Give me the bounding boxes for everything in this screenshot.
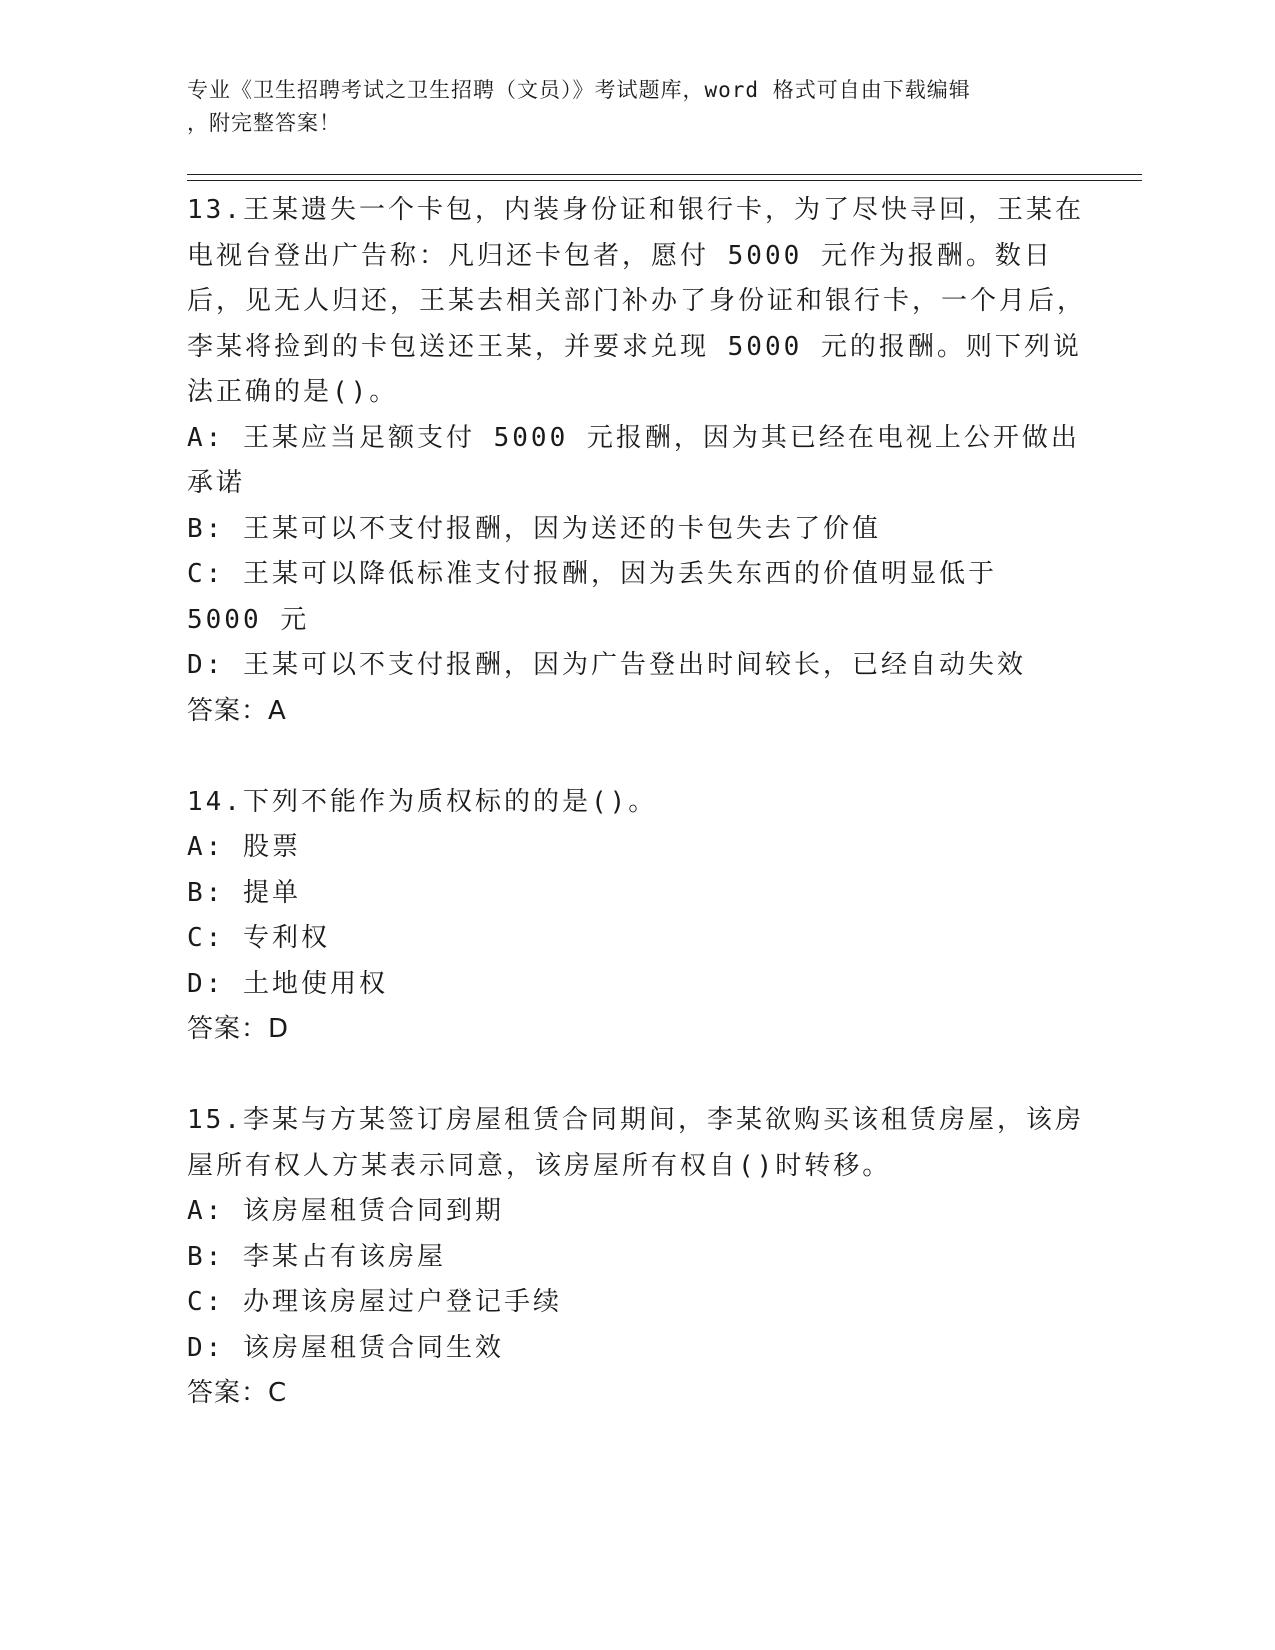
- option-d: D: 该房屋租赁合同生效: [187, 1332, 504, 1363]
- question-stem: 13.王某遗失一个卡包，内装身份证和银行卡，为了尽快寻回，王某在电视台登出广告称：凡归还卡包者，愿付 5000 元作为报酬。数日后，见无人归还，王某去相关部门补办了身份证和银行卡，一个月后，李某将捡到的卡包送还王某，并要求兑现 5000 元的报酬。则下列说法正确的是()。: [187, 195, 1087, 407]
- question-14: [187, 780, 1087, 1053]
- option-c: C: 王某可以降低标准支付报酬，因为丢失东西的价值明显低于 5000 元: [187, 559, 997, 635]
- answer-line: 答案：D: [187, 1014, 290, 1044]
- option-d: D: 土地使用权: [187, 968, 388, 999]
- header-divider-top: [187, 174, 1142, 175]
- option-b: B: 王某可以不支付报酬，因为送还的卡包失去了价值: [187, 513, 881, 544]
- option-b: B: 提单: [187, 877, 301, 908]
- question-stem: 15.李某与方某签订房屋租赁合同期间，李某欲购买该租赁房屋，该房屋所有权人方某表示同意，该房屋所有权自()时转移。: [187, 1105, 1084, 1181]
- answer-line: 答案：A: [187, 695, 287, 726]
- question-15: [187, 1098, 1087, 1417]
- option-c: C: 办理该房屋过户登记手续: [187, 1287, 562, 1317]
- question-13: [187, 188, 1087, 734]
- header-divider-bottom: [187, 180, 1142, 181]
- document-header: [187, 74, 1087, 140]
- option-b: B: 李某占有该房屋: [187, 1241, 446, 1272]
- option-a: A: 股票: [187, 832, 301, 862]
- option-c: C: 专利权: [187, 923, 330, 953]
- answer-line: 答案：C: [187, 1378, 288, 1408]
- question-list: [187, 188, 1087, 1462]
- option-d: D: 王某可以不支付报酬，因为广告登出时间较长，已经自动失效: [187, 650, 1026, 680]
- header-line-1: 专业《卫生招聘考试之卫生招聘（文员）》考试题库，word 格式可自由下载编辑: [187, 78, 971, 102]
- header-line-2: ，附完整答案！: [187, 111, 341, 135]
- option-a: A: 王某应当足额支付 5000 元报酬，因为其已经在电视上公开做出承诺: [187, 422, 1080, 498]
- question-stem: 14.下列不能作为质权标的的是()。: [187, 786, 658, 817]
- option-a: A: 该房屋租赁合同到期: [187, 1196, 504, 1226]
